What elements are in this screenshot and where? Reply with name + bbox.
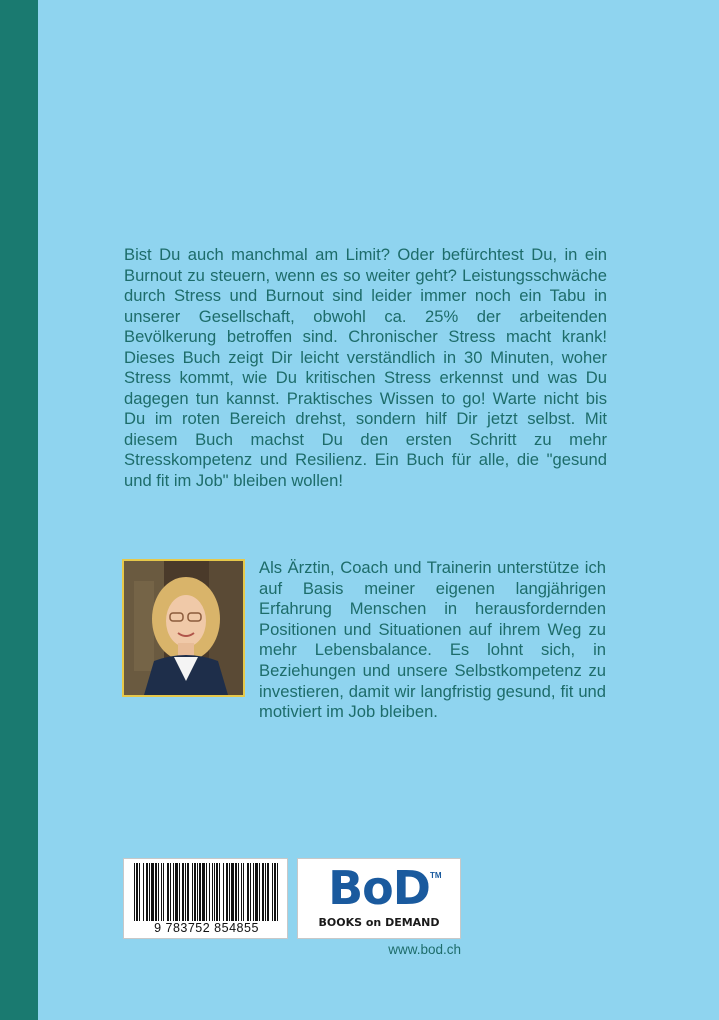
barcode-bars <box>132 863 281 921</box>
bod-logo-text: BoD <box>328 861 430 915</box>
barcode <box>123 858 288 939</box>
isbn-number: 9 783752 854855 <box>130 921 283 935</box>
publisher-tagline: BOOKS on DEMAND <box>318 916 440 929</box>
book-blurb: Bist Du auch manchmal am Limit? Oder befürchtest Du, in ein Burnout zu steuern, wenn es so weiter geht? Leistungsschwäche durch Stress und Burnout sind leider immer noch ein Tabu in unserer Gesellschaft, obwohl ca. 25% der arbeitenden Bevölkerung betroffen sind. Chronischer Stress macht krank! Dieses Buch zeigt Dir leicht verständlich in 30 Minuten, woher Stress kommt, wie Du kritischen Stress erkennst und was Du dagegen tun kannst. Praktisches Wissen to go! Warte nicht bis Du im roten Bereich drehst, sondern hilf Dir jetzt selbst. Mit diesem Buch machst Du den ersten Schritt zu mehr Stresskompetenz und Resilienz. Ein Buch für alle, die "gesund und fit im Job" bleiben wollen! <box>124 245 607 490</box>
author-bio: Als Ärztin, Coach und Trainerin unterstütze ich auf Basis meiner eigenen langjährigen Erfahrung Menschen in herausfordernden Positionen und Situationen auf ihrem Weg zu mehr Lebensbalance. Es lohnt sich, in Beziehungen und unsere Selbstkompetenz zu investieren, damit wir langfristig gesund, fit und motiviert im Job bleiben. <box>259 558 606 722</box>
trademark-mark: TM <box>430 871 442 880</box>
author-photo <box>122 559 245 697</box>
publisher-logo <box>297 858 461 939</box>
publisher-website[interactable]: www.bod.ch <box>388 942 461 957</box>
book-spine <box>0 0 38 1020</box>
